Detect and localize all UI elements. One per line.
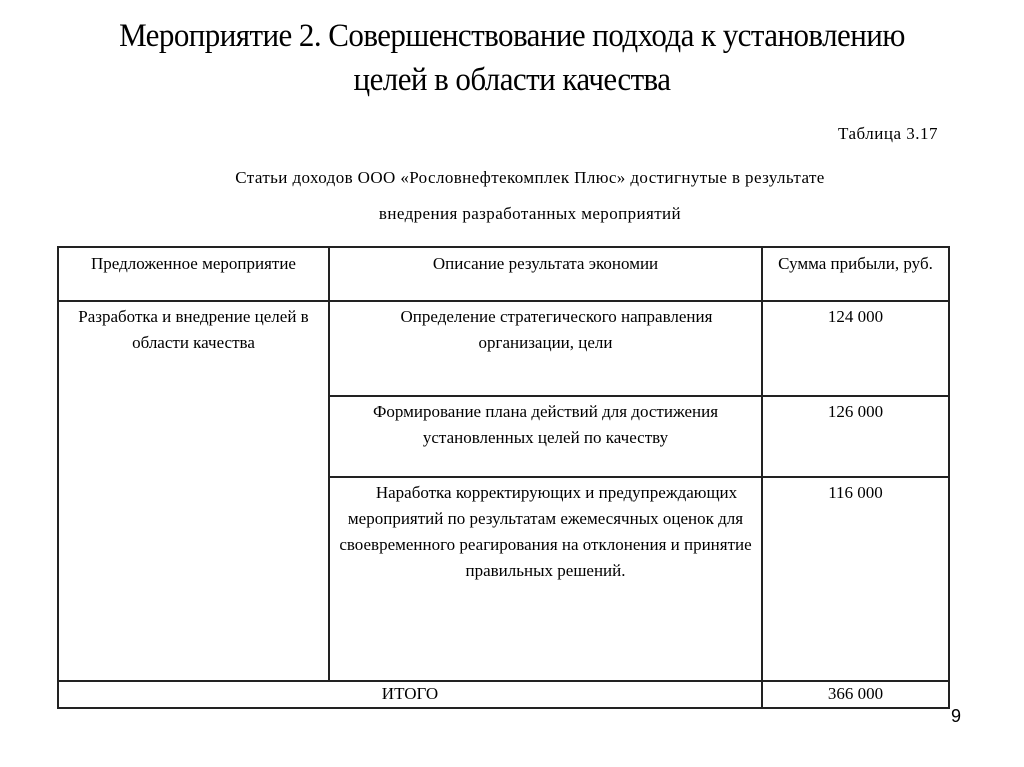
table-caption bbox=[100, 160, 960, 232]
page-number: 9 bbox=[951, 706, 962, 726]
measure-cell: Разработка и внедрение целей в области качества bbox=[58, 301, 329, 681]
total-row bbox=[58, 681, 949, 708]
slide-title-line-1: Мероприятие 2. Совершенствование подхода к установлению bbox=[119, 18, 905, 54]
description-cell: Определение стратегического направления организации, цели bbox=[329, 301, 762, 396]
description-cell: Формирование плана действий для достижения установленных целей по качеству bbox=[329, 396, 762, 477]
header-measure: Предложенное мероприятие bbox=[58, 247, 329, 301]
income-table bbox=[57, 246, 950, 709]
table-row bbox=[58, 301, 949, 396]
header-amount: Сумма прибыли, руб. bbox=[762, 247, 949, 301]
table-number: Таблица 3.17 bbox=[838, 124, 938, 143]
table-caption-line-2: внедрения разработанных мероприятий bbox=[378, 204, 682, 223]
amount-cell: 124 000 bbox=[762, 301, 949, 396]
description-cell: Наработка корректирующих и предупреждающих мероприятий по результатам ежемесячных оценок для своевременного реагирования на отклонения и принятие правильных решений. bbox=[329, 477, 762, 681]
table-caption-line-1: Статьи доходов ООО «Рословнефтекомплек Плюс» достигнутые в результате bbox=[235, 168, 825, 187]
slide-title bbox=[31, 14, 994, 102]
amount-cell: 116 000 bbox=[762, 477, 949, 681]
total-label: ИТОГО bbox=[58, 681, 762, 708]
slide-title-line-2: целей в области качества bbox=[353, 62, 671, 98]
header-description: Описание результата экономии bbox=[329, 247, 762, 301]
table-header-row bbox=[58, 247, 949, 301]
total-amount: 366 000 bbox=[762, 681, 949, 708]
amount-cell: 126 000 bbox=[762, 396, 949, 477]
